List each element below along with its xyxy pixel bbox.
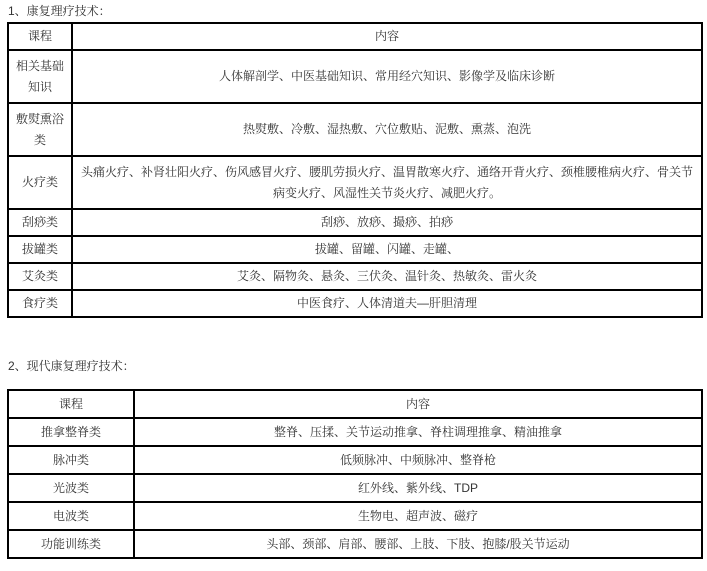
- table-row: [8, 103, 702, 156]
- content-cell: 热熨敷、冷敷、湿热敷、穴位敷贴、泥敷、熏蒸、泡洗: [72, 103, 702, 156]
- table-row: [8, 530, 702, 558]
- table-row: [8, 209, 702, 236]
- course-cell: 火疗类: [8, 156, 72, 209]
- table-row: [8, 236, 702, 263]
- table-header-row: [8, 23, 702, 50]
- content-cell: 人体解剖学、中医基础知识、常用经穴知识、影像学及临床诊断: [72, 50, 702, 103]
- course-cell: 推拿整脊类: [8, 418, 134, 446]
- content-header-cell: 内容: [134, 390, 702, 418]
- table-row: [8, 290, 702, 317]
- section-2-title: 2、现代康复理疗技术：: [8, 359, 135, 373]
- content-cell: 红外线、紫外线、TDP: [134, 474, 702, 502]
- content-cell: 头部、颈部、肩部、腰部、上肢、下肢、抱膝/股关节运动: [134, 530, 702, 558]
- content-cell: 头痛火疗、补肾壮阳火疗、伤风感冒火疗、腰肌劳损火疗、温胃散寒火疗、通络开背火疗、颈椎腰椎病火疗、骨关节病变火疗、风湿性关节炎火疗、减肥火疗。: [72, 156, 702, 209]
- table-row: [8, 263, 702, 290]
- table-row: [8, 502, 702, 530]
- table-row: [8, 446, 702, 474]
- content-cell: 拔罐、留罐、闪罐、走罐、: [72, 236, 702, 263]
- table-row: [8, 474, 702, 502]
- course-cell: 敷熨熏浴类: [8, 103, 72, 156]
- content-cell: 艾灸、隔物灸、悬灸、三伏灸、温针灸、热敏灸、雷火灸: [72, 263, 702, 290]
- table-row: [8, 156, 702, 209]
- content-cell: 刮痧、放痧、撮痧、拍痧: [72, 209, 702, 236]
- content-header-cell: 内容: [72, 23, 702, 50]
- course-cell: 电波类: [8, 502, 134, 530]
- course-cell: 脉冲类: [8, 446, 134, 474]
- content-cell: 生物电、超声波、磁疗: [134, 502, 702, 530]
- course-header-cell: 课程: [8, 23, 72, 50]
- course-cell: 光波类: [8, 474, 134, 502]
- course-cell: 拔罐类: [8, 236, 72, 263]
- course-header-cell: 课程: [8, 390, 134, 418]
- table-header-row: [8, 390, 702, 418]
- content-cell: 中医食疗、人体清道夫—肝胆清理: [72, 290, 702, 317]
- content-cell: 整脊、压揉、关节运动推拿、脊柱调理推拿、精油推拿: [134, 418, 702, 446]
- course-cell: 艾灸类: [8, 263, 72, 290]
- course-cell: 食疗类: [8, 290, 72, 317]
- table-row: [8, 50, 702, 103]
- rehab-therapy-table: [7, 22, 703, 318]
- content-cell: 低频脉冲、中频脉冲、整脊枪: [134, 446, 702, 474]
- section-1-title: 1、康复理疗技术：: [8, 4, 111, 18]
- course-cell: 刮痧类: [8, 209, 72, 236]
- modern-rehab-therapy-table: [7, 389, 703, 559]
- course-cell: 功能训练类: [8, 530, 134, 558]
- table-row: [8, 418, 702, 446]
- course-cell: 相关基础知识: [8, 50, 72, 103]
